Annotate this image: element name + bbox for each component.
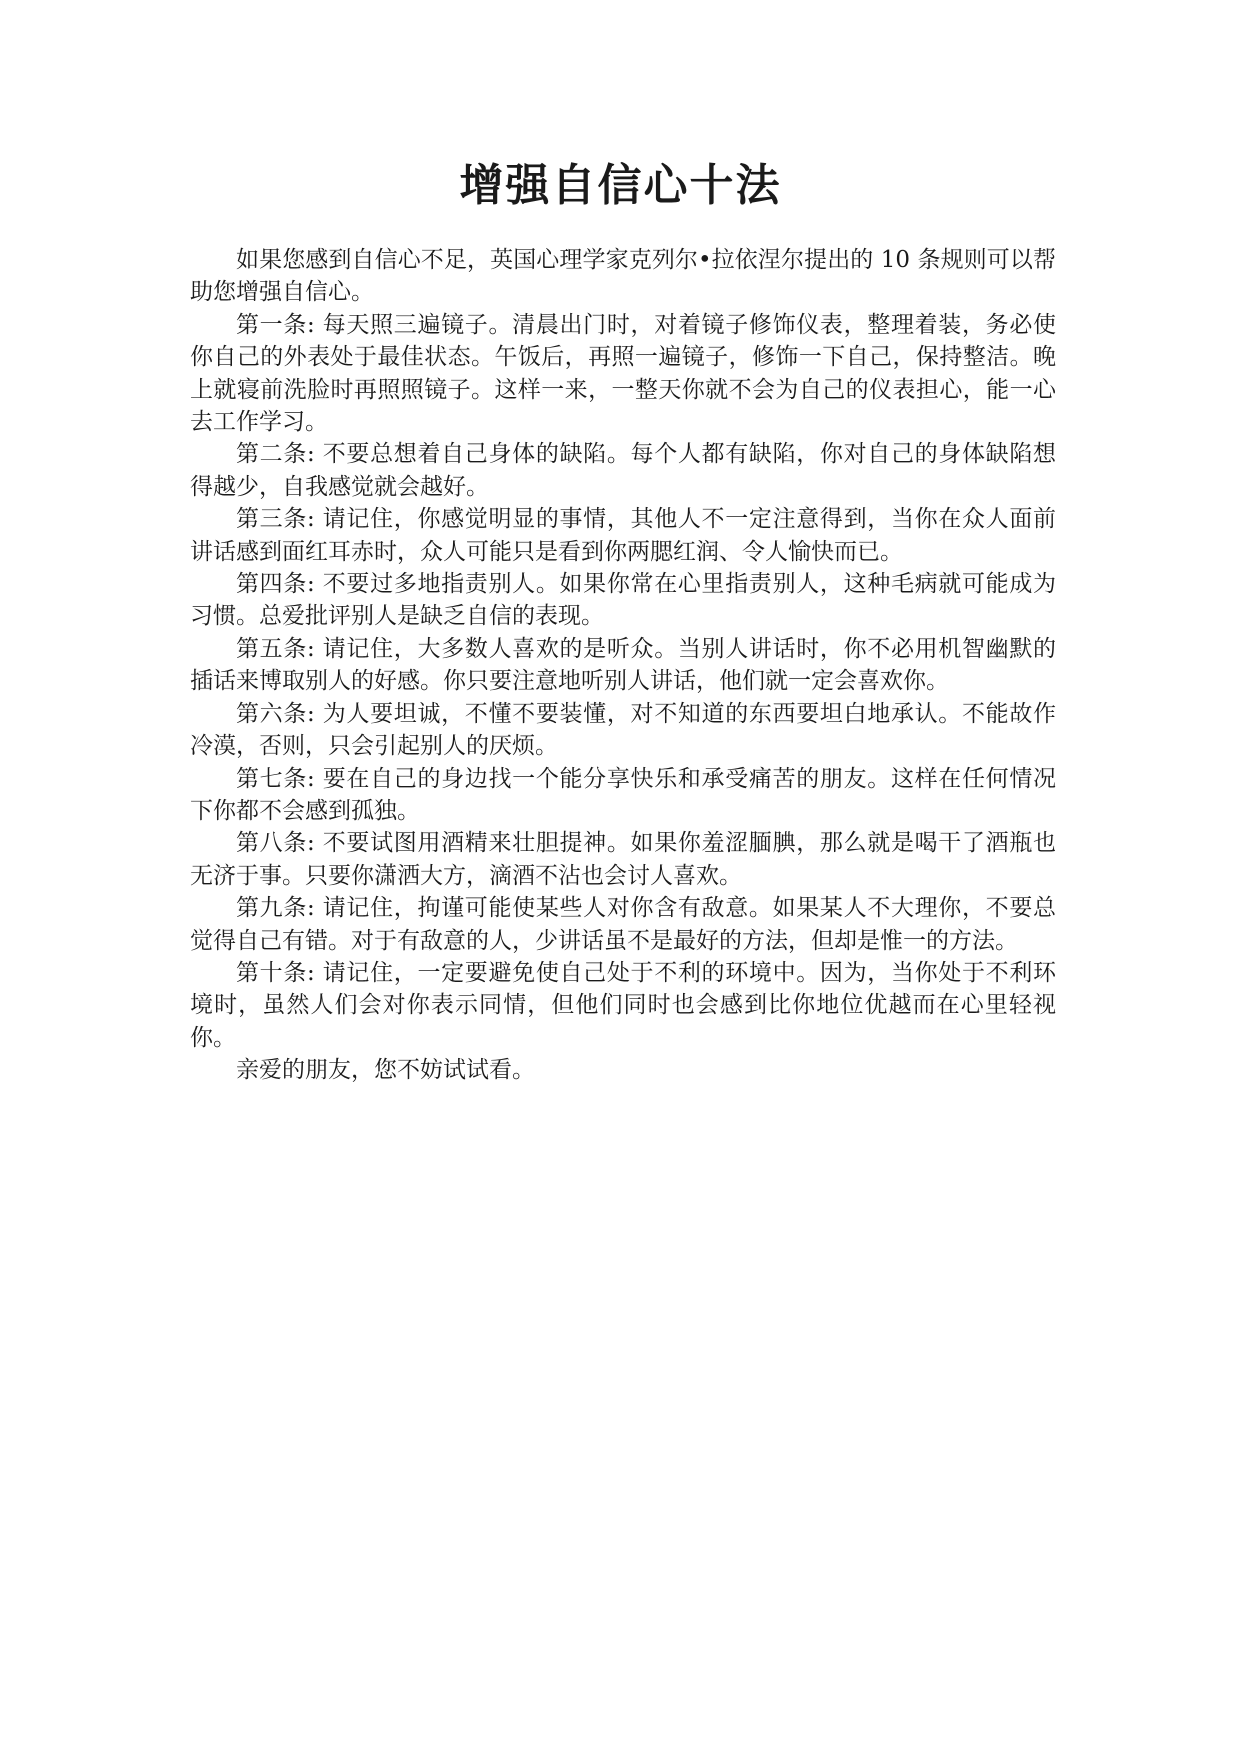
- rule-5-paragraph: 第五条: 请记住，大多数人喜欢的是听众。当别人讲话时，你不必用机智幽默的插话来博取别人的好感。你只要注意地听别人讲话，他们就一定会喜欢你。: [190, 635, 1056, 695]
- rule-8-paragraph: 第八条: 不要试图用酒精来壮胆提神。如果你羞涩腼腆，那么就是喝干了酒瓶也无济于事。只要你潇洒大方，滴酒不沾也会讨人喜欢。: [190, 830, 1056, 889]
- rule-7-paragraph: 第七条: 要在自己的身边找一个能分享快乐和承受痛苦的朋友。这样在任何情况下你都不会感到孤独。: [190, 765, 1056, 824]
- rule-3-paragraph: 第三条: 请记住，你感觉明显的事情，其他人不一定注意得到，当你在众人面前讲话感到面红耳赤时，众人可能只是看到你两腮红润、令人愉快而已。: [190, 506, 1056, 565]
- rule-2-paragraph: 第二条: 不要总想着自己身体的缺陷。每个人都有缺陷，你对自己的身体缺陷想得越少，自我感觉就会越好。: [190, 441, 1056, 500]
- intro-paragraph: 如果您感到自信心不足，英国心理学家克列尔•拉依涅尔提出的 10 条规则可以帮助您增强自信心。: [190, 247, 1056, 306]
- rule-9-paragraph: 第九条: 请记住，拘谨可能使某些人对你含有敌意。如果某人不大理你，不要总觉得自己有错。对于有敌意的人，少讲话虽不是最好的方法，但却是惟一的方法。: [190, 895, 1056, 954]
- rule-1-paragraph: 第一条: 每天照三遍镜子。清晨出门时，对着镜子修饰仪表，整理着装，务必使你自己的外表处于最佳状态。午饭后，再照一遍镜子，修饰一下自己，保持整洁。晚上就寝前洗脸时再照照镜子。这样一来，一整天你就不会为自己的仪表担心，能一心去工作学习。: [190, 311, 1056, 436]
- rule-6-paragraph: 第六条: 为人要坦诚，不懂不要装懂，对不知道的东西要坦白地承认。不能故作冷漠，否则，只会引起别人的厌烦。: [190, 700, 1056, 760]
- rule-4-paragraph: 第四条: 不要过多地指责别人。如果你常在心里指责别人，这种毛病就可能成为习惯。总爱批评别人是缺乏自信的表现。: [190, 571, 1056, 630]
- document-body: [190, 244, 1056, 1087]
- rule-10-paragraph: 第十条: 请记住，一定要避免使自己处于不利的环境中。因为，当你处于不利环境时，虽然人们会对你表示同情，但他们同时也会感到比你地位优越而在心里轻视你。: [190, 959, 1056, 1051]
- closing-paragraph: 亲爱的朋友，您不妨试试看。: [236, 1057, 535, 1084]
- document-title: 增强自信心十法: [459, 160, 782, 211]
